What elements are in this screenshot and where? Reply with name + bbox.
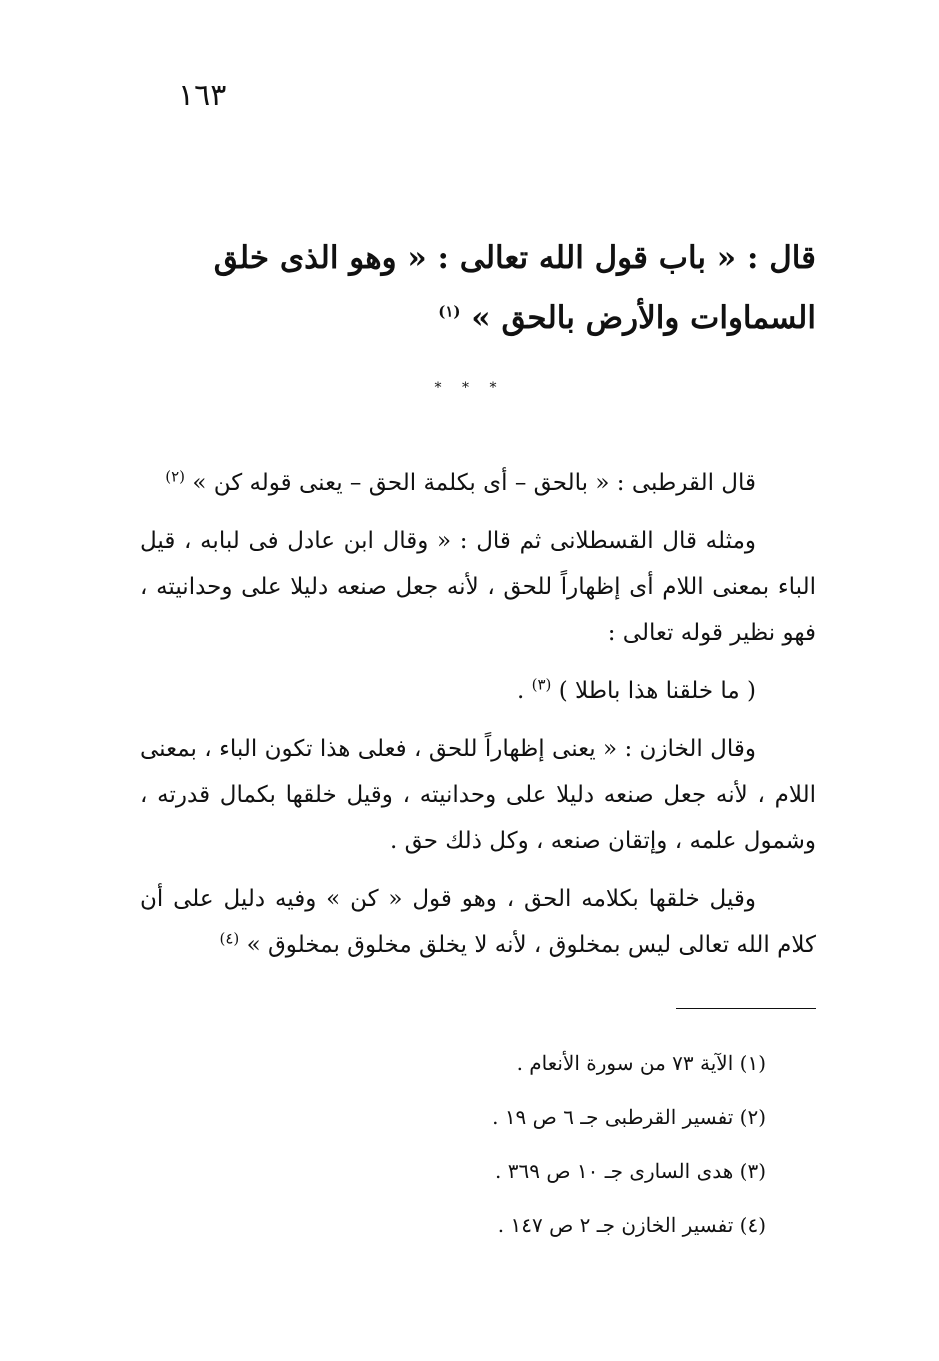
chapter-heading [140,228,816,348]
paragraph [140,726,816,864]
footnote-item: (١) الآية ٧٣ من سورة الأنعام . [516,1051,766,1075]
chapter-heading-text: قال : « باب قول الله تعالى : « وهو الذى خلق السماوات والأرض بالحق » [213,240,816,336]
paragraph [140,876,816,968]
footnote-ref: (٢) [165,467,185,486]
footnote-divider [676,1008,816,1009]
footnote-item: (٤) تفسير الخازن جـ ٢ ص ١٤٧ . [497,1213,766,1237]
footnote-item: (٢) تفسير القرطبى جـ ٦ ص ١٩ . [492,1105,766,1129]
paragraph-tail: . [517,678,525,704]
paragraph [140,518,816,656]
paragraph-text: وقيل خلقها بكلامه الحق ، وهو قول « كن » وفيه دليل على أن كلام الله تعالى ليس بمخلوق ، لأنه لا يخلق مخلوق بمخلوق » [140,886,816,958]
page-number: ١٦٣ [178,78,227,113]
paragraph [140,668,816,714]
footnote-ref: (١) [438,302,461,321]
footnotes [140,1036,766,1252]
body-text [140,460,816,980]
footnote-ref: (٣) [531,675,552,694]
paragraph-text: ومثله قال القسطلانى ثم قال : « وقال ابن عادل فى لبابه ، قيل الباء بمعنى اللام أى إظهاراً للحق ، لأنه جعل صنعه دليلا على وحدانيته ، فهو نظير قوله تعالى : [140,528,816,646]
paragraph-text: وقال الخازن : « يعنى إظهاراً للحق ، فعلى هذا تكون الباء ، بمعنى اللام ، لأنه جعل صنعه دليلا على وحدانيته ، وقيل خلقها بكمال قدرته ، وشمول علمه ، وإتقان صنعه ، وكل ذلك حق . [140,736,816,854]
footnote-item: (٣) هدى السارى جـ ١٠ ص ٣٦٩ . [495,1159,766,1183]
paragraph-text: ( ما خلقنا هذا باطلا ) [558,678,756,704]
paragraph-text: قال القرطبى : « بالحق – أى بكلمة الحق – يعنى قوله كن » [192,470,756,496]
footnote-ref: (٤) [219,929,240,948]
section-separator: * * * [434,380,505,396]
paragraph [140,460,816,506]
